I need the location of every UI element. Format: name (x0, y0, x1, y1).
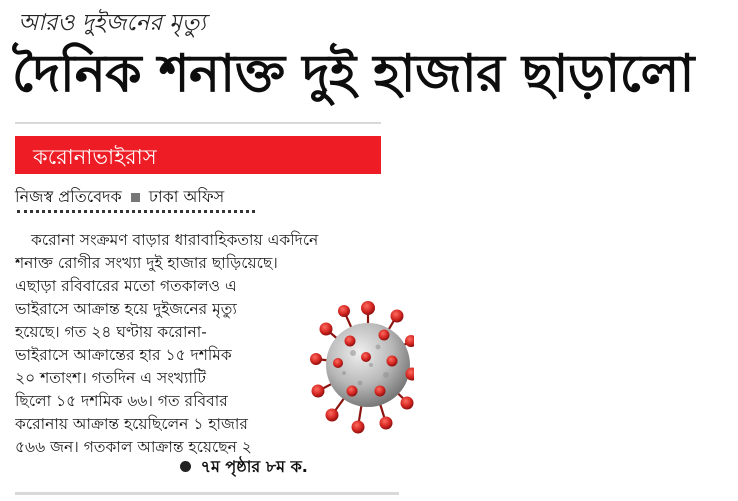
continuation-text: ৭ম পৃষ্ঠার ৮ম ক. (200, 457, 308, 476)
article-line: করোনা সংক্রমণ বাড়ার ধারাবাহিকতায় একদিনে (31, 231, 319, 249)
article-line: ছিলো ১৫ দশমিক ৬৬। গত রবিবার (15, 392, 228, 410)
article-line: করোনায় আক্রান্ত হয়েছিলেন ১ হাজার (15, 415, 248, 433)
bottom-rule (15, 492, 399, 495)
kicker: আরও দুইজনের মৃত্যু (18, 10, 206, 36)
article-line: ৫৬৬ জন। গতকাল আক্রান্ত হয়েছেন ২ (15, 438, 252, 456)
square-bullet-icon (131, 193, 140, 202)
top-rule (15, 122, 381, 124)
article-line: ভাইরাসে আক্রান্তের হার ১৫ দশমিক (15, 346, 232, 364)
coronavirus-illustration (308, 295, 414, 435)
bullet-dot-icon (180, 461, 191, 472)
headline: দৈনিক শনাক্ত দুই হাজার ছাড়ালো (12, 44, 694, 104)
article-line: এছাড়া রবিবারের মতো গতকালও এ (15, 277, 237, 295)
dotted-divider (17, 210, 255, 213)
article-line: শনাক্ত রোগীর সংখ্যা দুই হাজার ছাড়িয়েছে। (15, 254, 278, 272)
category-banner (15, 136, 381, 174)
byline-author: নিজস্ব প্রতিবেদক (15, 187, 122, 206)
byline-office: ঢাকা অফিস (148, 187, 225, 206)
article-body (15, 229, 399, 459)
category-label: করোনাভাইরাস (33, 145, 157, 169)
byline (15, 184, 224, 211)
article-line: ২০ শতাংশ। গতদিন এ সংখ্যাটি (15, 369, 206, 387)
continuation-note[interactable] (180, 454, 308, 481)
article-line: হয়েছে। গত ২৪ ঘণ্টায় করোনা- (15, 323, 207, 341)
article-line: ভাইরাসে আক্রান্ত হয়ে দুইজনের মৃত্যু (15, 300, 237, 318)
